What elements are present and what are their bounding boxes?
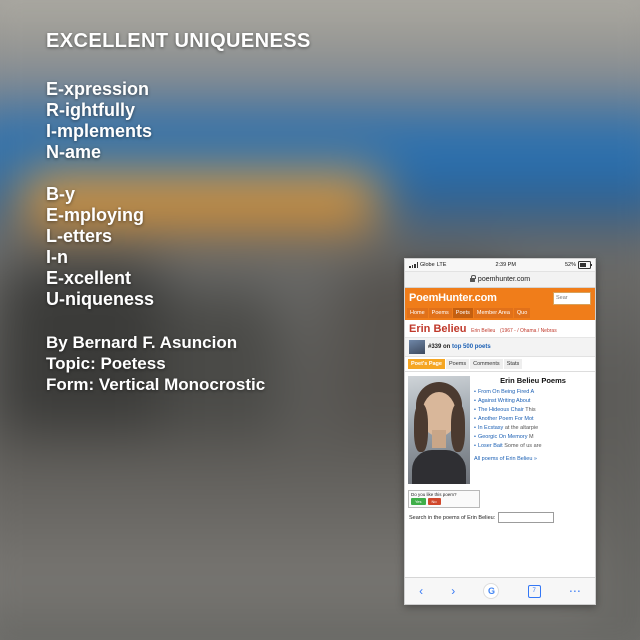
poet-tabs <box>405 357 595 372</box>
top-poets-link[interactable]: top 500 poets <box>452 344 491 350</box>
credit-author: By Bernard F. Asuncion <box>46 333 238 352</box>
signal-bars-icon <box>409 262 418 268</box>
status-bar <box>405 259 595 272</box>
browser-toolbar <box>405 577 595 604</box>
poem-snippet: This <box>525 407 536 413</box>
browser-url-bar[interactable] <box>405 272 595 288</box>
poem-line: U-niqueness <box>46 289 155 309</box>
like-no-button[interactable]: No <box>428 498 441 505</box>
all-poems-link[interactable]: All poems of Erin Belieu » <box>474 456 537 462</box>
nav-item-poets[interactable]: Poets <box>453 308 473 318</box>
tab-stats[interactable]: Stats <box>504 359 523 369</box>
poem-search-input[interactable] <box>498 512 554 523</box>
poem-search-row <box>405 508 595 529</box>
like-poll <box>408 490 480 508</box>
site-search-input[interactable]: Sear <box>553 292 591 305</box>
poem-credits <box>46 332 311 395</box>
lock-icon <box>470 278 475 282</box>
google-icon[interactable]: G <box>483 583 499 599</box>
bullet-icon: • <box>474 425 476 431</box>
list-item[interactable] <box>474 397 592 406</box>
poem-link[interactable]: Georgic On Memory <box>477 434 528 440</box>
poem-search-label: Search in the poems of Erin Belieu: <box>409 514 496 521</box>
list-item[interactable] <box>474 424 592 433</box>
rank-number: #339 on <box>428 344 451 350</box>
more-dots-icon[interactable]: ⋯ <box>568 584 581 598</box>
poem-link[interactable]: Another Poem For Mot <box>477 416 534 422</box>
bullet-icon: • <box>474 389 476 395</box>
poem-title: EXCELLENT UNIQUENESS <box>46 30 311 52</box>
bullet-icon: • <box>474 407 476 413</box>
site-header <box>405 288 595 308</box>
tab-poems[interactable]: Poems <box>446 359 469 369</box>
poem-link[interactable]: From On Being Fired A <box>477 389 535 395</box>
clock: 2:39 PM <box>495 262 516 268</box>
bullet-icon: • <box>474 398 476 404</box>
poem-snippet: M <box>528 434 534 440</box>
tab-comments[interactable]: Comments <box>470 359 503 369</box>
nav-item-member-area[interactable]: Member Area <box>474 308 513 318</box>
stanza-spacer <box>46 163 311 184</box>
poet-header <box>405 320 595 338</box>
tabs-icon[interactable]: 7 <box>528 585 541 598</box>
credit-form: Form: Vertical Monocrostic <box>46 375 266 394</box>
bullet-icon: • <box>474 416 476 422</box>
like-yes-button[interactable]: Yes <box>411 498 426 505</box>
poet-thumbnail <box>409 340 425 354</box>
credit-topic: Topic: Poetess <box>46 354 166 373</box>
poem-link[interactable]: In Ecstasy <box>477 425 504 431</box>
poem-overlay <box>46 30 311 395</box>
list-item[interactable] <box>474 406 592 415</box>
poem-stanza-1 <box>46 79 311 163</box>
bullet-icon: • <box>474 434 476 440</box>
poem-line: R-ightfully <box>46 100 135 120</box>
phone-screenshot <box>404 258 596 605</box>
poem-line: E-mploying <box>46 205 144 225</box>
nav-item-poems[interactable]: Poems <box>429 308 452 318</box>
forward-chevron-icon[interactable]: › <box>451 584 456 598</box>
poet-link-name[interactable]: Erin Belieu <box>471 328 496 334</box>
poem-link[interactable]: Against Writing About <box>477 398 531 404</box>
poet-rank-row <box>405 338 595 357</box>
bullet-icon: • <box>474 443 476 449</box>
list-item[interactable] <box>474 442 592 451</box>
battery-percent: 52% <box>564 262 576 268</box>
url-text[interactable]: poemhunter.com <box>477 276 531 283</box>
poem-link[interactable]: The Hideous Chair <box>477 407 524 413</box>
poem-line: I-mplements <box>46 121 153 141</box>
poem-line: B-y <box>46 184 76 204</box>
network-label: LTE <box>436 262 447 268</box>
poem-link[interactable]: Loser Bait <box>477 443 503 449</box>
poems-heading: Erin Belieu Poems <box>500 376 566 385</box>
site-logo[interactable]: PoemHunter.com <box>409 292 497 304</box>
poem-snippet: Some of us are <box>504 443 542 449</box>
poet-meta: (1967 - / Ohama / Nebras <box>500 328 557 334</box>
list-item[interactable] <box>474 388 592 397</box>
like-question: Do you like this poem? <box>411 492 457 497</box>
poem-line: E-xpression <box>46 79 150 99</box>
poet-name: Erin Belieu <box>409 323 467 335</box>
poem-line: I-n <box>46 247 68 267</box>
poet-portrait <box>408 376 470 484</box>
poem-line: L-etters <box>46 226 113 246</box>
poem-line: N-ame <box>46 142 102 162</box>
poem-stanza-2 <box>46 184 311 310</box>
poem-list-column <box>474 376 592 484</box>
site-nav <box>405 308 595 320</box>
tab-poets-page[interactable]: Poet's Page <box>408 359 445 369</box>
list-item[interactable] <box>474 415 592 424</box>
battery-icon <box>578 261 591 269</box>
poem-line: E-xcellent <box>46 268 132 288</box>
nav-item-home[interactable]: Home <box>407 308 428 318</box>
back-chevron-icon[interactable]: ‹ <box>419 584 424 598</box>
carrier-label: Globe <box>420 262 435 268</box>
nav-item-quotes[interactable]: Quo <box>514 308 530 318</box>
poem-snippet: at the altarpie <box>504 425 539 431</box>
list-item[interactable] <box>474 433 592 442</box>
poet-content <box>405 372 595 488</box>
